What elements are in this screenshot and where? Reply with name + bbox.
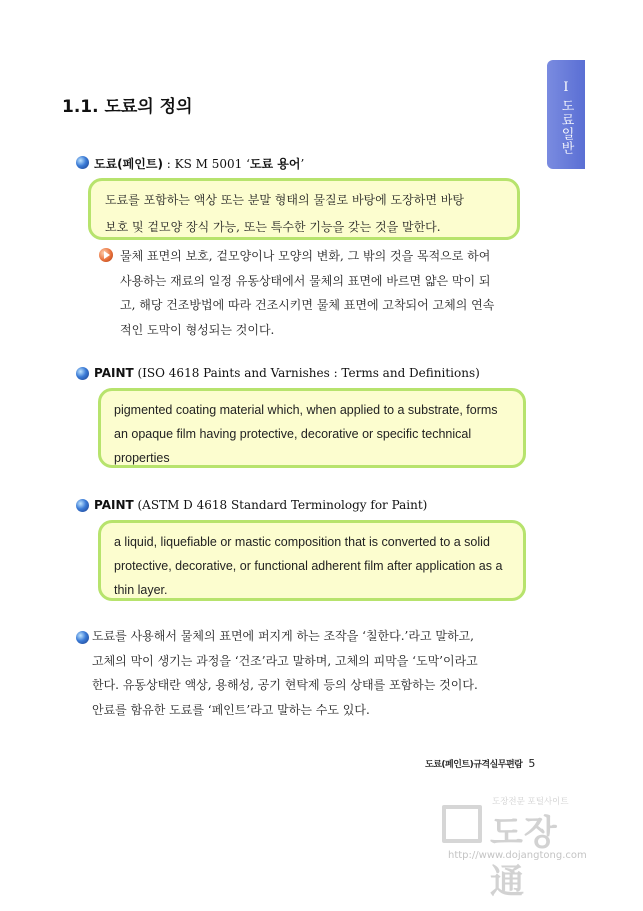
chapter-label: 도료일반	[558, 99, 574, 155]
bullet-icon	[76, 631, 89, 644]
section-title: 1.1. 도료의 정의	[62, 97, 193, 117]
definition-line: protective, decorative, or functional adherent film after application as a	[114, 559, 503, 573]
bullet-icon	[76, 499, 89, 512]
definition-line: 도료를 포함하는 액상 또는 분말 형태의 물질로 바탕에 도장하면 바탕	[105, 193, 464, 207]
heading-ks	[94, 155, 304, 172]
definition-line: thin layer.	[114, 583, 168, 597]
note-paragraph	[120, 244, 530, 342]
bullet-icon	[76, 367, 89, 380]
definition-line: pigmented coating material which, when applied to a substrate, forms	[114, 403, 498, 417]
definition-line: 보호 및 겉모양 장식 가능, 또는 특수한 기능을 갖는 것을 말한다.	[105, 220, 441, 234]
page-footer	[425, 757, 535, 770]
heading-iso-source: (ISO 4618 Paints and Varnishes : Terms and Definitions)	[133, 366, 480, 380]
definition-box-iso	[98, 388, 526, 468]
closing-paragraph	[92, 624, 532, 722]
heading-ks-doc: 도료 용어	[249, 157, 301, 171]
watermark	[442, 790, 592, 902]
heading-astm-term: PAINT	[94, 498, 134, 512]
page-number: 5	[528, 757, 535, 770]
definition-box-astm	[98, 520, 526, 601]
footer-book-title: 도료(페인트)규격실무편람	[425, 760, 523, 770]
closing-line: 고체의 막이 생기는 과정을 ‘건조’라고 말하며, 고체의 피막을 ‘도막’이라고	[92, 653, 478, 668]
watermark-tagline: 도장전문 포털사이트	[492, 797, 569, 807]
definition-line: an opaque film having protective, decorative or specific technical	[114, 427, 472, 441]
heading-iso-term: PAINT	[94, 366, 134, 380]
chapter-tab	[547, 60, 585, 169]
watermark-name: 도장通	[490, 813, 558, 902]
heading-astm	[94, 498, 427, 512]
definition-box-ks	[88, 178, 520, 240]
closing-line: 안료를 함유한 도료를 ‘페인트’라고 말하는 수도 있다.	[92, 702, 370, 717]
heading-astm-source: (ASTM D 4618 Standard Terminology for Paint)	[133, 498, 428, 512]
chapter-number: I	[563, 80, 569, 95]
closing-line: 도료를 사용해서 물체의 표면에 퍼지게 하는 조작을 ‘칠한다.’라고 말하고,	[92, 629, 474, 643]
closing-line: 한다. 유동상태란 액상, 용해성, 공기 현탁제 등의 상태를 포함하는 것이다.	[92, 678, 478, 692]
heading-ks-source: : KS M 5001 ‘	[162, 157, 250, 171]
heading-ks-end: ’	[300, 157, 305, 171]
definition-line: a liquid, liquefiable or mastic composition that is converted to a solid	[114, 535, 490, 549]
watermark-logo-icon	[442, 805, 482, 843]
note-line: 물체 표면의 보호, 겉모양이나 모양의 변화, 그 밖의 것을 목적으로 하여	[120, 249, 491, 263]
heading-ks-term: 도료(페인트)	[94, 157, 163, 171]
note-line: 사용하는 재료의 일정 유동상태에서 물체의 표면에 바르면 얇은 막이 되	[120, 273, 491, 288]
bullet-icon	[76, 156, 89, 169]
note-line: 고, 해당 건조방법에 따라 건조시키면 물체 표면에 고착되어 고체의 연속	[120, 298, 495, 312]
note-arrow-icon	[99, 248, 113, 262]
watermark-url: http://www.dojangtong.com	[448, 850, 587, 861]
definition-line: properties	[114, 451, 170, 465]
heading-iso	[94, 366, 480, 380]
note-line: 적인 도막이 형성되는 것이다.	[120, 322, 275, 337]
